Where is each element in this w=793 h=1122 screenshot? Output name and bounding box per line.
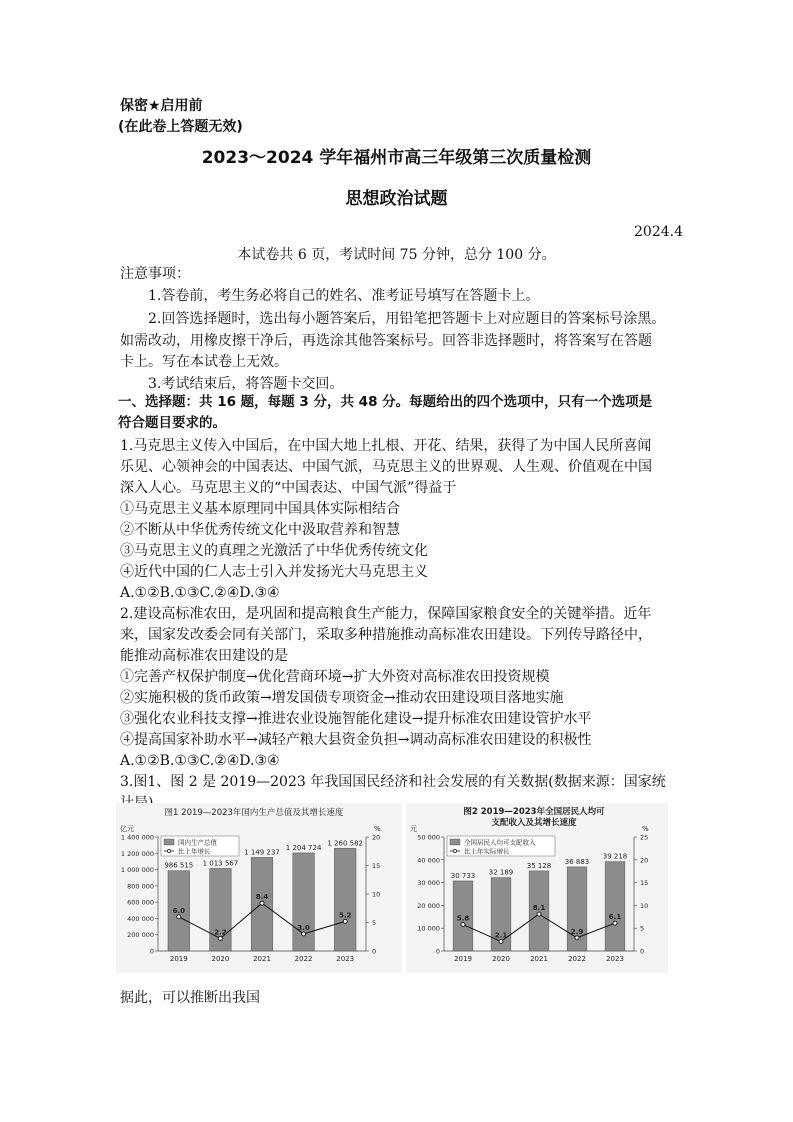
bar-value-label: 36 883 bbox=[564, 857, 590, 866]
question-stem: 1.马克思主义传入中国后，在中国大地上扎根、开花、结果，获得了为中国人民所喜闻 bbox=[120, 438, 652, 454]
line-point bbox=[177, 915, 181, 919]
question-option: ②不断从中华优秀传统文化中汲取营养和智慧 bbox=[120, 522, 400, 538]
line-point bbox=[575, 936, 579, 940]
chart-2-panel bbox=[406, 803, 668, 973]
x-tick-label: 2020 bbox=[492, 955, 510, 963]
notice-item: 1.答卷前，考生务必将自己的姓名、准考证号填写在答题卡上。 bbox=[148, 288, 540, 304]
line-value-label: 2.1 bbox=[494, 931, 508, 940]
question-option: ④提高国家补助水平→减轻产粮大县资金负担→调动高标准农田建设的积极性 bbox=[120, 732, 592, 748]
bar-value-label: 1 204 724 bbox=[285, 843, 322, 852]
question-tail: 据此，可以推断出我国 bbox=[120, 990, 260, 1006]
x-tick-label: 2021 bbox=[530, 955, 548, 963]
y2-tick-label: 5 bbox=[372, 919, 377, 927]
legend-bar-swatch bbox=[164, 839, 174, 845]
y2-tick-label: 20 bbox=[372, 833, 381, 842]
legend-bar-label: 全国居民人均可支配收入 bbox=[464, 838, 536, 847]
line-point bbox=[218, 936, 222, 940]
subject-title: 思想政治试题 bbox=[345, 189, 448, 209]
question-stem: 2.建设高标准农田，是巩固和提高粮食生产能力，保障国家粮食安全的关键举措。近年 bbox=[120, 606, 652, 622]
y2-tick-label: 10 bbox=[372, 890, 381, 899]
legend-line-label: 比上年增长 bbox=[178, 847, 211, 856]
x-tick-label: 2023 bbox=[606, 955, 624, 963]
bar bbox=[605, 862, 625, 951]
x-tick-label: 2021 bbox=[253, 955, 271, 963]
bar-value-label: 39 218 bbox=[602, 852, 628, 861]
bar-value-label: 1 013 567 bbox=[202, 859, 239, 868]
y2-tick-label: 10 bbox=[640, 901, 649, 910]
notice-item: 卡上。写在本试卷上无效。 bbox=[120, 354, 288, 370]
line-point bbox=[343, 919, 347, 923]
y2-tick-label: 15 bbox=[640, 879, 649, 888]
question-option: ②实施积极的货币政策→增发国债专项资金→推动农田建设项目落地实施 bbox=[120, 690, 564, 706]
bar-value-label: 1 149 237 bbox=[244, 848, 280, 857]
right-axis-unit: % bbox=[642, 825, 649, 833]
x-tick-label: 2019 bbox=[169, 955, 188, 963]
question-option: ③强化农业科技支撑→推进农业设施智能化建设→提升标准农田建设管护水平 bbox=[120, 711, 592, 727]
bar-value-label: 986 515 bbox=[164, 861, 194, 870]
line-point bbox=[613, 921, 617, 925]
legend-bar-swatch bbox=[450, 839, 460, 845]
notice-item: 如需改动，用橡皮擦干净后，再选涂其他答案标号。回答非选择题时，将答案写在答题 bbox=[120, 333, 652, 349]
exam-title: 2023～2024 学年福州市高三年级第三次质量检测 bbox=[201, 148, 592, 168]
y2-tick-label: 20 bbox=[640, 856, 649, 865]
right-axis-unit: % bbox=[374, 825, 381, 833]
exam-info: 本试卷共 6 页，考试时间 75 分钟，总分 100 分。 bbox=[237, 247, 556, 263]
notice-heading: 注意事项： bbox=[120, 266, 190, 282]
answer-choices: A.①②B.①③C.②④D.③④ bbox=[120, 753, 280, 769]
y2-tick-label: 15 bbox=[372, 862, 381, 870]
question-stem: 深入人心。马克思主义的“中国表达、中国气派”得益于 bbox=[120, 480, 457, 496]
question-option: ①完善产权保护制度→优化营商环境→扩大外资对高标准农田投资规模 bbox=[120, 669, 550, 685]
y2-tick-label: 25 bbox=[640, 833, 649, 842]
chart-title: 支配收入及其增长速度 bbox=[491, 818, 577, 828]
left-axis-unit: 元 bbox=[410, 825, 417, 833]
question-option: ①马克思主义基本原理同中国具体实际相结合 bbox=[120, 501, 400, 517]
y-tick-label: 1 400 000 bbox=[120, 833, 154, 842]
y-tick-label: 30 000 bbox=[417, 879, 440, 888]
line-point bbox=[499, 939, 503, 943]
line-point bbox=[537, 912, 541, 916]
line-value-label: 6.1 bbox=[608, 913, 622, 922]
y-tick-label: 0 bbox=[149, 947, 154, 956]
x-tick-label: 2022 bbox=[568, 955, 586, 963]
chart-1-gdp bbox=[116, 803, 402, 973]
bar bbox=[334, 848, 356, 951]
line-value-label: 8.1 bbox=[532, 904, 546, 913]
chart-1-panel bbox=[116, 803, 402, 973]
question-stem: 3.图1、图 2 是 2019—2023 年我国国民经济和社会发展的有关数据(数据来源：国家统 bbox=[120, 774, 666, 790]
chart-title: 图2 2019—2023年全国居民人均可 bbox=[463, 807, 605, 817]
legend-line-marker bbox=[167, 849, 170, 852]
left-axis-unit: 亿元 bbox=[120, 825, 134, 833]
invalid-note: (在此卷上答题无效) bbox=[118, 119, 243, 135]
line-value-label: 3.0 bbox=[297, 923, 310, 932]
bar-value-label: 30 733 bbox=[450, 871, 476, 880]
x-tick-label: 2022 bbox=[294, 955, 313, 963]
line-value-label: 5.8 bbox=[456, 914, 470, 923]
line-value-label: 5.2 bbox=[338, 911, 352, 920]
bar-value-label: 35 128 bbox=[526, 861, 552, 870]
line-point bbox=[461, 923, 465, 927]
exam-date: 2024.4 bbox=[634, 224, 683, 240]
y-tick-label: 800 000 bbox=[127, 882, 154, 891]
question-option: ④近代中国的仁人志士引入并发扬光大马克思主义 bbox=[120, 564, 428, 580]
notice-item: 2.回答选择题时，选出每小题答案后，用铅笔把答题卡上对应题目的答案标号涂黑。 bbox=[148, 311, 666, 327]
y-tick-label: 40 000 bbox=[417, 856, 440, 865]
line-value-label: 6.0 bbox=[172, 906, 186, 915]
chart-title: 图1 2019—2023年国内生产总值及其增长速度 bbox=[164, 808, 344, 818]
legend-line-marker bbox=[453, 849, 456, 852]
y-tick-label: 50 000 bbox=[417, 833, 440, 842]
section-heading-cont: 符合题目要求的。 bbox=[118, 415, 226, 431]
notice-item: 3.考试结束后，将答题卡交回。 bbox=[148, 376, 344, 392]
chart-2-income bbox=[406, 803, 668, 973]
y-tick-label: 200 000 bbox=[127, 931, 154, 940]
section-heading: 一、选择题：共 16 题，每题 3 分，共 48 分。每题给出的四个选项中，只有一个选项是 bbox=[118, 394, 653, 410]
x-tick-label: 2020 bbox=[211, 955, 230, 963]
legend-line-label: 比上年实际增长 bbox=[464, 847, 510, 856]
y-tick-label: 1 200 000 bbox=[120, 849, 154, 858]
bar-value-label: 1 260 582 bbox=[327, 839, 364, 848]
x-tick-label: 2019 bbox=[454, 955, 472, 963]
line-point bbox=[260, 901, 264, 905]
question-stem: 乐见、心领神会的中国表达、中国气派，马克思主义的世界观、人生观、价值观在中国 bbox=[120, 459, 652, 475]
answer-choices: A.①②B.①③C.②④D.③④ bbox=[120, 585, 280, 601]
line-value-label: 2.9 bbox=[570, 927, 584, 936]
line-value-label: 8.4 bbox=[255, 893, 269, 902]
y2-tick-label: 0 bbox=[640, 947, 645, 956]
question-stem: 来，国家发改委会同有关部门，采取多种措施推动高标准农田建设。下列传导路径中， bbox=[120, 627, 652, 643]
y2-tick-label: 0 bbox=[372, 947, 377, 956]
secrecy-label: 保密★启用前 bbox=[120, 98, 203, 114]
y2-tick-label: 5 bbox=[640, 924, 645, 933]
legend-bar-label: 国内生产总值 bbox=[178, 838, 217, 847]
y-tick-label: 1 000 000 bbox=[120, 866, 154, 875]
y-tick-label: 400 000 bbox=[127, 914, 154, 923]
line-point bbox=[302, 932, 306, 936]
line-value-label: 2.2 bbox=[214, 928, 227, 937]
y-tick-label: 600 000 bbox=[127, 898, 154, 907]
x-tick-label: 2023 bbox=[336, 955, 355, 963]
question-option: ③马克思主义的真理之光激活了中华优秀传统文化 bbox=[120, 543, 428, 559]
y-tick-label: 10 000 bbox=[417, 924, 440, 933]
bar-value-label: 32 189 bbox=[488, 868, 514, 877]
y-tick-label: 0 bbox=[435, 947, 440, 956]
question-stem: 能推动高标准农田建设的是 bbox=[120, 648, 288, 664]
y-tick-label: 20 000 bbox=[417, 901, 440, 910]
